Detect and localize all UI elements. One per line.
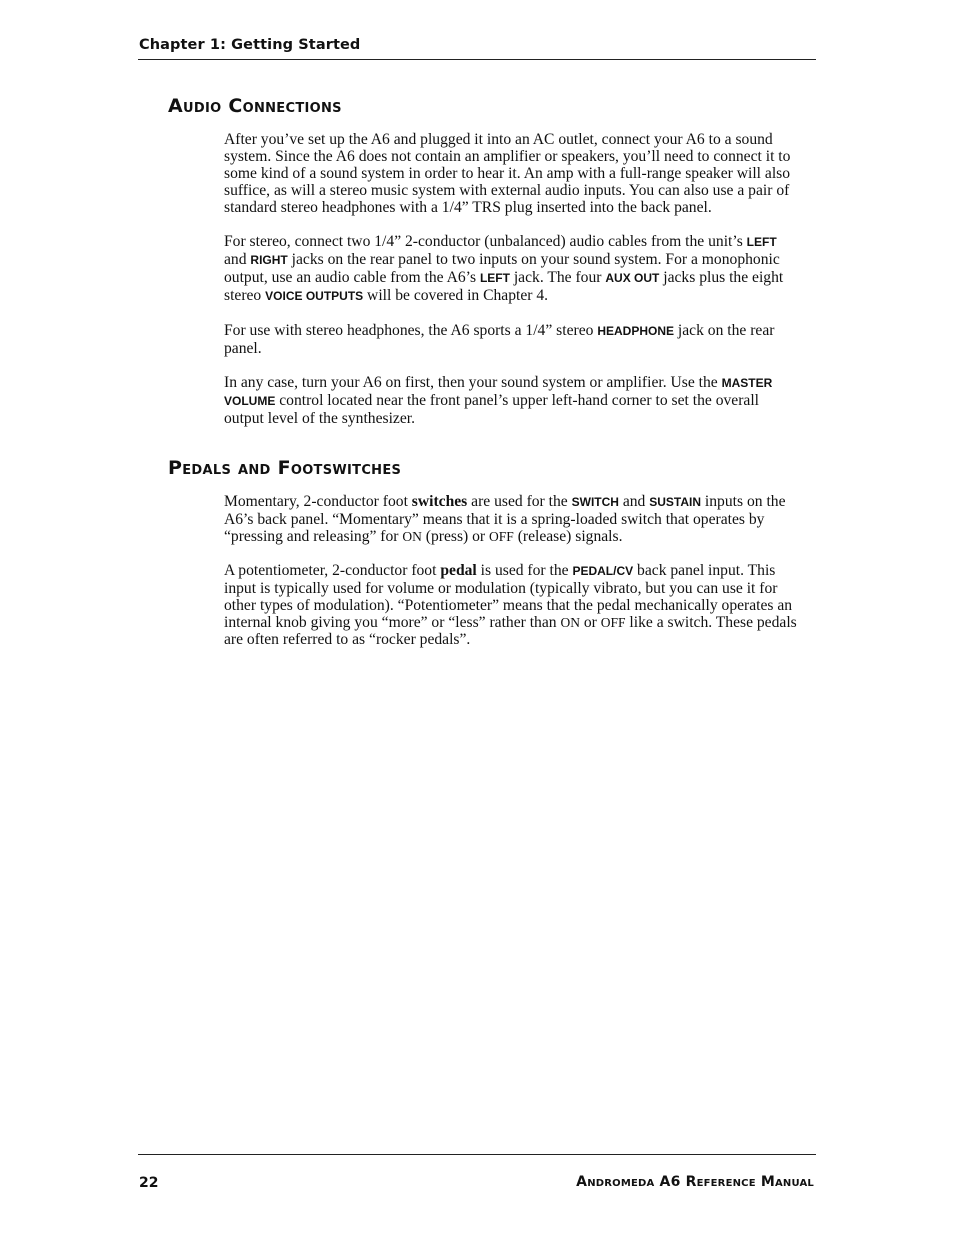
control-label-pedal-cv: PEDAL/CV	[572, 564, 634, 578]
paragraph: A potentiometer, 2-conductor foot pedal is used for the PEDAL/CV back panel input. This input is typically used for volume or modulation (typically vibrato, but you can use it for other types of modulation). “Potentiometer” means that the pedal mechanically operates an internal knob giving you “more” or “less” rather than ON or OFF like a switch. These pedals are often referred to as “rocker pedals”.	[224, 562, 797, 648]
control-label-sustain: SUSTAIN	[649, 495, 702, 509]
control-label-voice-outputs: VOICE OUTPUTS	[265, 289, 364, 303]
paragraph: For stereo, connect two 1/4” 2-conductor (unbalanced) audio cables from the unit’s LEFT and RIGHT jacks on the rear panel to two inputs on your sound system. For a monophonic output, use an audio cable from the A6’s LEFT jack. The four AUX OUT jacks plus the eight stereo VOICE OUTPUTS will be covered in Chapter 4.	[224, 233, 784, 304]
control-label-headphone: HEADPHONE	[597, 324, 674, 338]
control-label-left: LEFT	[746, 235, 777, 249]
paragraph: After you’ve set up the A6 and plugged it into an AC outlet, connect your A6 to a sound system. Since the A6 does not contain an amplifier or speakers, you’ll need to connect it to some kind of a sound system in order to hear it. An amp with a full-range speaker will also suffice, as will a stereo music system with external audio inputs. You can also use a pair of standard stereo headphones with a 1/4” TRS plug inserted into the back panel.	[224, 131, 791, 216]
book-title: Andromeda A6 Reference Manual	[576, 1174, 814, 1190]
control-label-switch: SWITCH	[571, 495, 619, 509]
page-number: 22	[139, 1175, 159, 1191]
audio-connections-body	[224, 131, 802, 427]
control-label-master-volume: MASTER VOLUME	[224, 376, 773, 408]
pedals-footswitches-body	[224, 493, 802, 648]
section-heading-audio-connections: Audio Connections	[168, 95, 342, 117]
paragraph: Momentary, 2-conductor foot switches are used for the SWITCH and SUSTAIN inputs on the A6’s back panel. “Momentary” means that it is a spring-loaded switch that operates by “pressing and releasing” for ON (press) or OFF (release) signals.	[224, 493, 786, 545]
footer-rule	[138, 1154, 816, 1155]
paragraph: For use with stereo headphones, the A6 sports a 1/4” stereo HEADPHONE jack on the rear panel.	[224, 322, 775, 357]
control-label-aux-out: AUX OUT	[605, 271, 660, 285]
control-label-left: LEFT	[479, 271, 510, 285]
section-heading-pedals-footswitches: Pedals and Footswitches	[168, 457, 402, 479]
control-label-right: RIGHT	[250, 253, 288, 267]
header-rule	[138, 59, 816, 60]
running-head-chapter-title: Chapter 1: Getting Started	[139, 37, 361, 53]
paragraph: In any case, turn your A6 on first, then your sound system or amplifier. Use the MASTER VOLUME control located near the front panel’s upper left-hand corner to set the overall output level of the synthesizer.	[224, 374, 773, 427]
